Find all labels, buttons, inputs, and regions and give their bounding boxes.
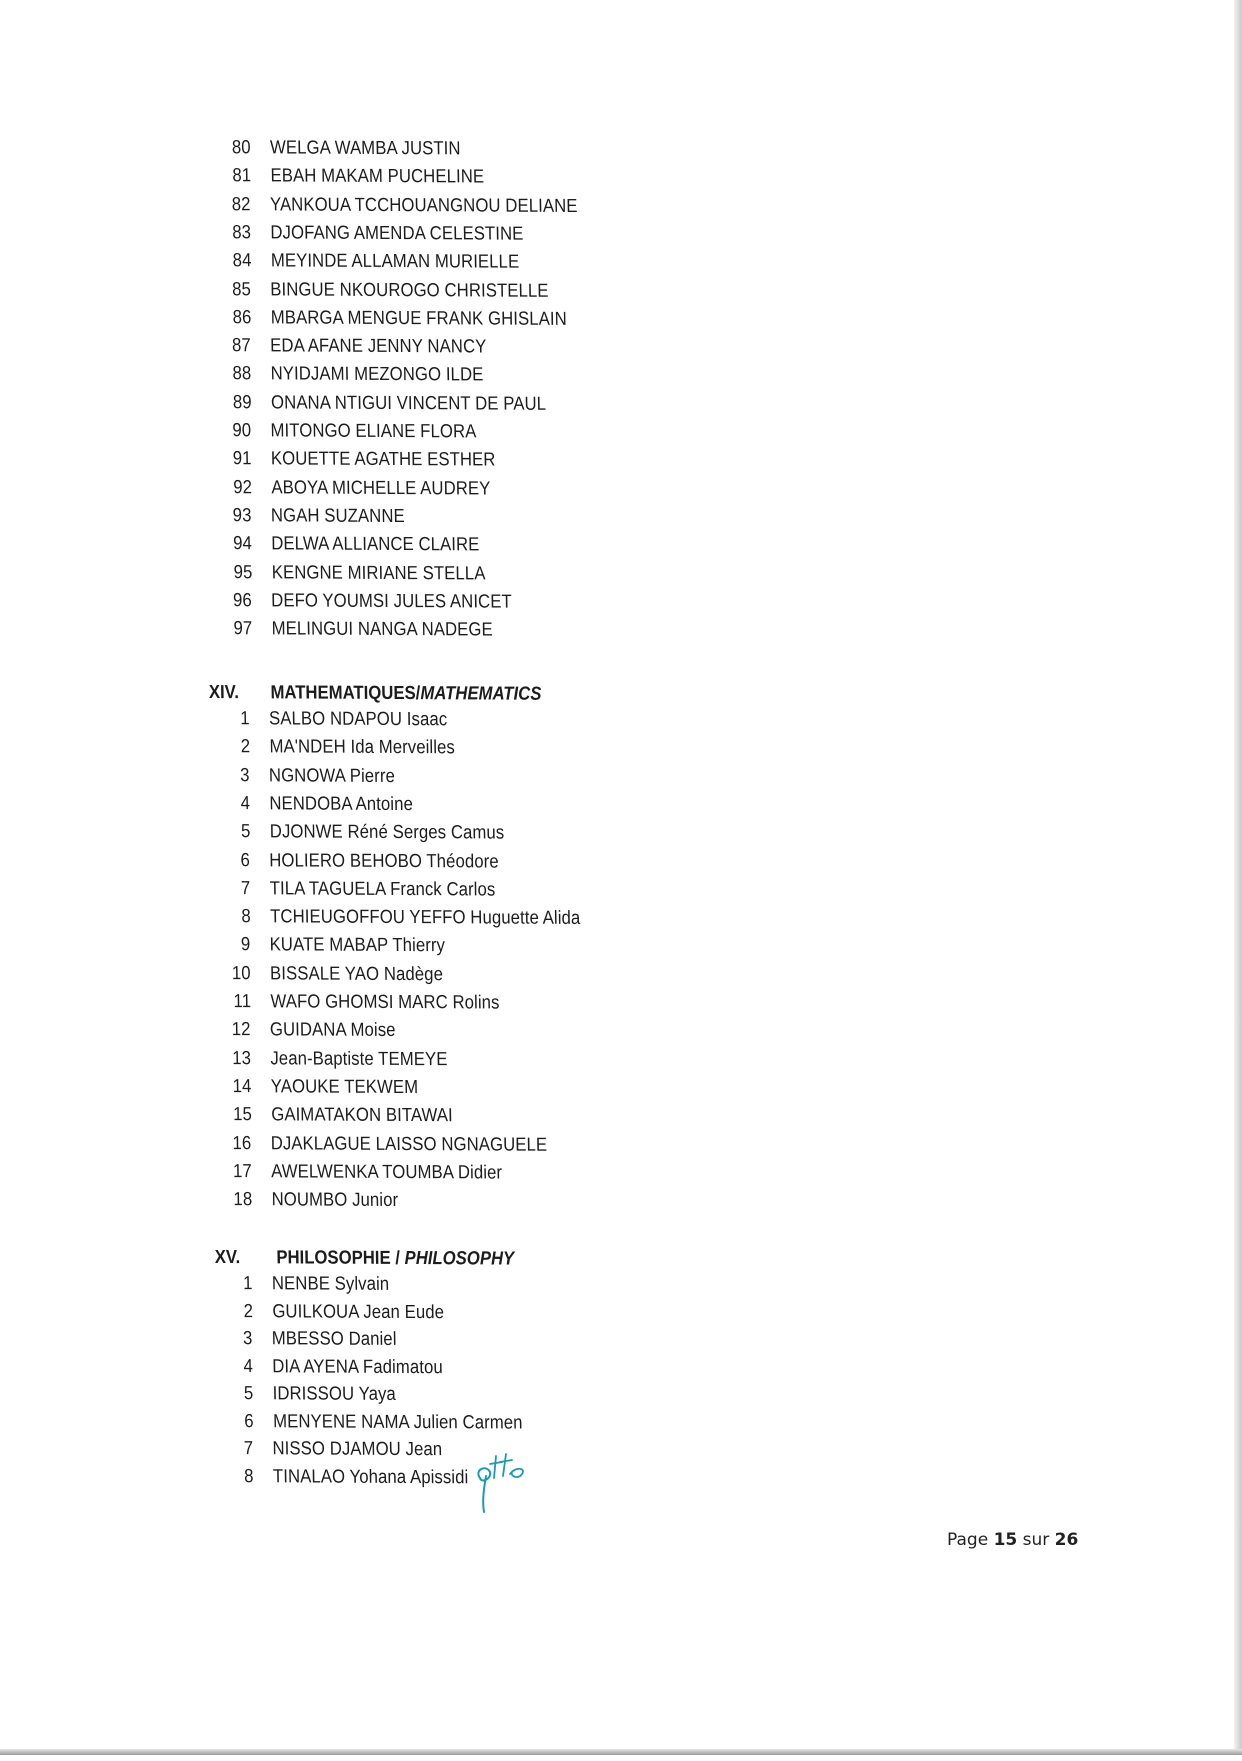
item-name: EBAH MAKAM PUCHELINE — [270, 164, 484, 191]
item-number: 17 — [225, 1159, 252, 1185]
item-name: KUATE MABAP Thierry — [270, 933, 446, 960]
item-name: BISSALE YAO Nadège — [270, 961, 443, 988]
item-name: MA'NDEH Ida Merveilles — [269, 735, 455, 762]
item-name: HOLIERO BEHOBO Théodore — [269, 848, 499, 875]
item-name: WAFO GHOMSI MARC Rolins — [270, 989, 499, 1016]
item-number: 8 — [227, 1464, 254, 1490]
item-name: DELWA ALLIANCE CLAIRE — [271, 532, 480, 559]
item-name: GUILKOUA Jean Eude — [272, 1299, 444, 1326]
item-name: AWELWENKA TOUMBA Didier — [271, 1159, 502, 1186]
item-name: GUIDANA Moise — [270, 1018, 396, 1045]
page-word: Page — [947, 1530, 988, 1550]
item-name: MEYINDE ALLAMAN MURIELLE — [270, 249, 519, 276]
item-number: 2 — [223, 734, 250, 760]
item-number: 10 — [224, 961, 251, 987]
section-title-en: PHILOSOPHY — [404, 1248, 514, 1270]
page-total: 26 — [1055, 1530, 1079, 1550]
item-name: DIA AYENA Fadimatou — [272, 1354, 443, 1381]
item-name: ONANA NTIGUI VINCENT DE PAUL — [271, 390, 546, 417]
item-name: YAOUKE TEKWEM — [270, 1074, 418, 1101]
item-name: IDRISSOU Yaya — [272, 1381, 396, 1408]
item-number: 16 — [225, 1131, 252, 1157]
item-name: NOUMBO Junior — [271, 1187, 398, 1214]
item-number: 80 — [224, 135, 251, 161]
item-name: NGAH SUZANNE — [271, 503, 405, 530]
item-number: 89 — [225, 390, 252, 416]
item-number: 84 — [224, 248, 251, 274]
item-number: 94 — [225, 531, 252, 557]
item-name: SALBO NDAPOU Isaac — [269, 706, 448, 733]
section-title — [276, 1244, 514, 1273]
item-number: 18 — [225, 1187, 252, 1213]
item-number: 97 — [226, 616, 253, 642]
section-title — [270, 679, 541, 708]
item-name: NISSO DJAMOU Jean — [273, 1436, 443, 1463]
item-number: 8 — [224, 904, 251, 930]
item-number: 6 — [227, 1409, 254, 1435]
item-number: 1 — [223, 706, 250, 732]
item-number: 91 — [225, 446, 252, 472]
item-name: TINALAO Yohana Apissidi — [273, 1464, 469, 1491]
item-name: DJAKLAGUE LAISSO NGNAGUELE — [271, 1131, 548, 1158]
item-number: 14 — [225, 1074, 252, 1100]
item-name: GAIMATAKON BITAWAI — [271, 1102, 453, 1129]
item-name: YANKOUA TCCHOUANGNOU DELIANE — [270, 192, 578, 220]
item-number: 1 — [226, 1271, 253, 1297]
item-name: TCHIEUGOFFOU YEFFO Huguette Alida — [270, 904, 581, 932]
item-name: NYIDJAMI MEZONGO ILDE — [271, 362, 484, 389]
page-current: 15 — [994, 1530, 1018, 1550]
item-name: WELGA WAMBA JUSTIN — [270, 135, 461, 162]
section-title-fr: MATHEMATIQUES/ — [270, 682, 420, 704]
item-number: 3 — [226, 1326, 253, 1352]
item-number: 90 — [225, 418, 252, 444]
page-footer — [947, 1530, 1097, 1550]
item-number: 5 — [224, 819, 251, 845]
section-title-fr: PHILOSOPHIE / — [276, 1247, 405, 1269]
item-number: 86 — [225, 305, 252, 331]
item-number: 7 — [224, 876, 251, 902]
item-number: 87 — [225, 333, 252, 359]
item-number: 83 — [224, 220, 251, 246]
item-number: 93 — [225, 503, 252, 529]
item-number: 88 — [225, 362, 252, 388]
item-number: 5 — [226, 1381, 253, 1407]
item-number: 82 — [224, 192, 251, 218]
item-name: NENBE Sylvain — [272, 1271, 390, 1298]
item-name: Jean-Baptiste TEMEYE — [270, 1046, 448, 1073]
item-number: 4 — [223, 791, 250, 817]
item-name: TILA TAGUELA Franck Carlos — [270, 876, 496, 903]
item-number: 15 — [225, 1102, 252, 1128]
item-number: 96 — [225, 588, 252, 614]
item-number: 85 — [225, 277, 252, 303]
item-number: 12 — [224, 1017, 251, 1043]
item-number: 9 — [224, 932, 251, 958]
item-name: DEFO YOUMSI JULES ANICET — [271, 588, 512, 615]
item-number: 92 — [225, 475, 252, 501]
item-name: MBESSO Daniel — [272, 1326, 397, 1353]
item-name: MBARGA MENGUE FRANK GHISLAIN — [270, 305, 566, 333]
section-number: XIV. — [209, 679, 240, 707]
item-number: 13 — [225, 1046, 252, 1072]
item-number: 7 — [227, 1436, 254, 1462]
section-number: XV. — [215, 1244, 241, 1272]
item-number: 81 — [224, 163, 251, 189]
item-number: 2 — [226, 1299, 253, 1325]
page-sep-word: sur — [1023, 1530, 1050, 1550]
item-name: EDA AFANE JENNY NANCY — [270, 333, 487, 360]
signature-icon — [472, 1452, 532, 1516]
item-number: 4 — [226, 1354, 253, 1380]
item-name: MENYENE NAMA Julien Carmen — [272, 1409, 522, 1436]
item-name: NENDOBA Antoine — [269, 791, 413, 818]
item-name: NGNOWA Pierre — [269, 763, 395, 790]
item-number: 11 — [224, 989, 251, 1015]
item-name: MELINGUI NANGA NADEGE — [271, 616, 493, 643]
item-name: MITONGO ELIANE FLORA — [271, 418, 477, 445]
item-name: BINGUE NKOUROGO CHRISTELLE — [270, 277, 549, 304]
item-name: KOUETTE AGATHE ESTHER — [271, 447, 496, 474]
section-title-en: MATHEMATICS — [420, 683, 541, 705]
item-name: DJOFANG AMENDA CELESTINE — [270, 220, 523, 247]
item-name: KENGNE MIRIANE STELLA — [271, 560, 485, 587]
item-number: 3 — [223, 763, 250, 789]
item-number: 6 — [224, 848, 251, 874]
item-name: DJONWE Réné Serges Camus — [269, 820, 504, 847]
item-number: 95 — [225, 560, 252, 586]
item-name: ABOYA MICHELLE AUDREY — [271, 475, 490, 502]
